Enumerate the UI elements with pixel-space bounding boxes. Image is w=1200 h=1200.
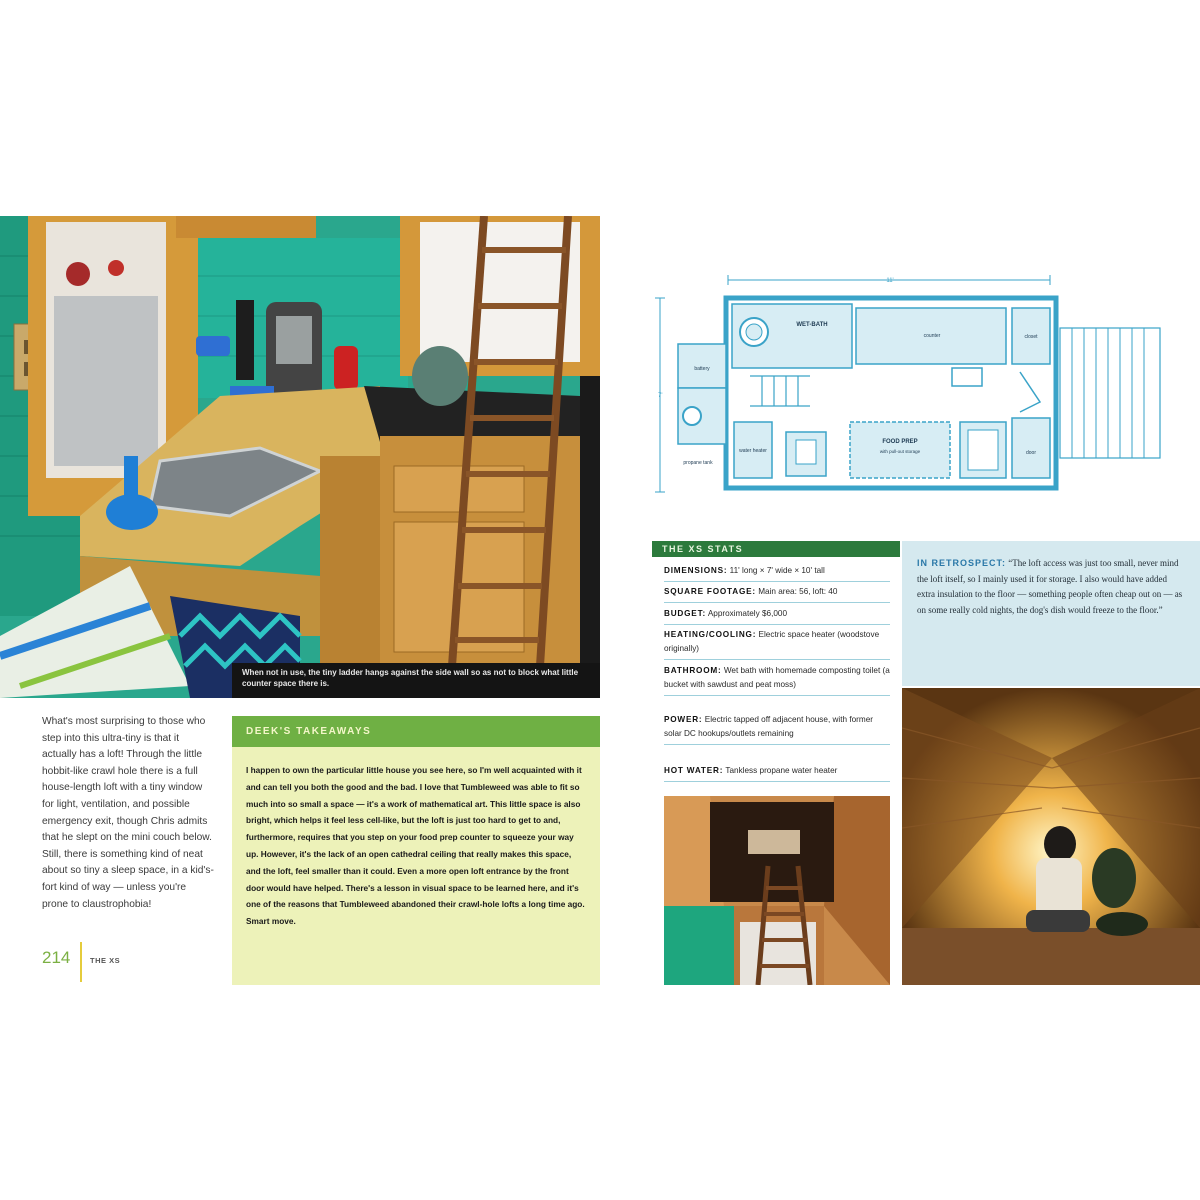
stat-row-bathroom	[664, 664, 890, 696]
retrospect-label: IN RETROSPECT:	[917, 558, 1007, 568]
stat-row-hot-water	[664, 764, 890, 782]
folio-divider	[80, 942, 82, 982]
loft-photo	[902, 688, 1200, 985]
plan-label-wet-bath: WET-BATH	[796, 322, 828, 328]
stat-row-dimensions	[664, 564, 890, 582]
body-paragraph: What's most surprising to those who step into this ultra-tiny is that it actually has a loft! Through the little hobbit-like crawl hole there is a full house-length loft with a tiny window for light, ventilation, and possible emergency exit, though Chris admits that he slept on the mini couch below. Still, there is something kind of neat about so tiny a sleep space, in a kid's-fort kind of way — unless you're prone to claustrophobia!	[42, 716, 214, 910]
stat-label: BATHROOM:	[664, 666, 722, 675]
plan-label-closet: closet	[1024, 334, 1038, 340]
page-number: 214	[42, 948, 71, 967]
stat-row-heating-cooling	[664, 628, 890, 660]
stat-label: HOT WATER:	[664, 766, 724, 775]
plan-label-food-prep-sub: with pull-out storage	[879, 449, 921, 454]
stat-value: 11' long × 7' wide × 10' tall	[729, 566, 825, 575]
stat-label: SQUARE FOOTAGE:	[664, 587, 756, 596]
plan-label-water-heater: water heater	[739, 448, 767, 454]
kitchen-photo	[0, 216, 600, 698]
retrospect-quote: “The loft access was just too small, never mind the loft itself, so I mainly used it for storage. I also would have added extra insulation to the floor — something people often cheap out on — as on some really cold nights, the dog's dish would freeze to the floor.”	[917, 558, 1183, 615]
stat-row-square-footage	[664, 585, 890, 603]
plan-label-food-prep: FOOD PREP	[882, 439, 918, 445]
plan-label-propane: propane tank	[683, 460, 713, 466]
plan-dim-top: 11'	[886, 278, 894, 284]
plan-label-counter: counter	[923, 333, 941, 339]
stat-row-budget	[664, 607, 890, 625]
stat-value: Electric tapped off adjacent house, with former solar DC hookups/outlets remaining	[664, 715, 873, 738]
stat-label: HEATING/COOLING:	[664, 630, 757, 639]
retrospect-text	[917, 556, 1187, 618]
stat-label: DIMENSIONS:	[664, 566, 728, 575]
stat-value: Main area: 56, loft: 40	[758, 587, 838, 596]
takeaways-body: I happen to own the particular little house you see here, so I'm well acquainted with it and can tell you both the good and the bad. I love that Tumbleweed was able to fit so much into so small a space — it's a work of mathematical art. This little space is also bright, which helps it feel less cell-like, but the loft is just too hard to get to and, furthermore, requires that you step on your food prep counter to squeeze your way up. However, it's the lack of an open cathedral ceiling that really makes this space, and the loft, feel smaller than it could. Even a more open loft entrance by the front door would have helped. There's a lesson in visual space to be learned here, and it's one of the reasons that Tumbleweed abandoned their crawl-hole lofts a long time ago. Smart move.	[246, 765, 585, 927]
running-head: THE XS	[90, 956, 121, 965]
takeaways-title: DEEK'S TAKEAWAYS	[232, 716, 600, 747]
plan-label-battery: battery	[694, 366, 710, 372]
stat-value: Wet bath with homemade composting toilet (a bucket with sawdust and peat moss)	[664, 666, 890, 689]
ladder-photo	[664, 796, 890, 985]
stat-value: Approximately $6,000	[707, 609, 788, 618]
stat-row-power	[664, 713, 890, 745]
stat-value: Tankless propane water heater	[725, 766, 838, 775]
stat-value: Electric space heater (woodstove originally)	[664, 630, 880, 653]
plan-label-door: door	[1025, 450, 1037, 456]
stat-label: POWER:	[664, 715, 703, 724]
plan-dim-side: 7'	[658, 393, 663, 399]
floor-plan-diagram	[650, 272, 1170, 497]
stats-title: THE XS STATS	[652, 541, 900, 557]
stat-label: BUDGET:	[664, 609, 706, 618]
kitchen-photo-caption: When not in use, the tiny ladder hangs against the side wall so as not to block what little counter space there is.	[232, 663, 600, 698]
